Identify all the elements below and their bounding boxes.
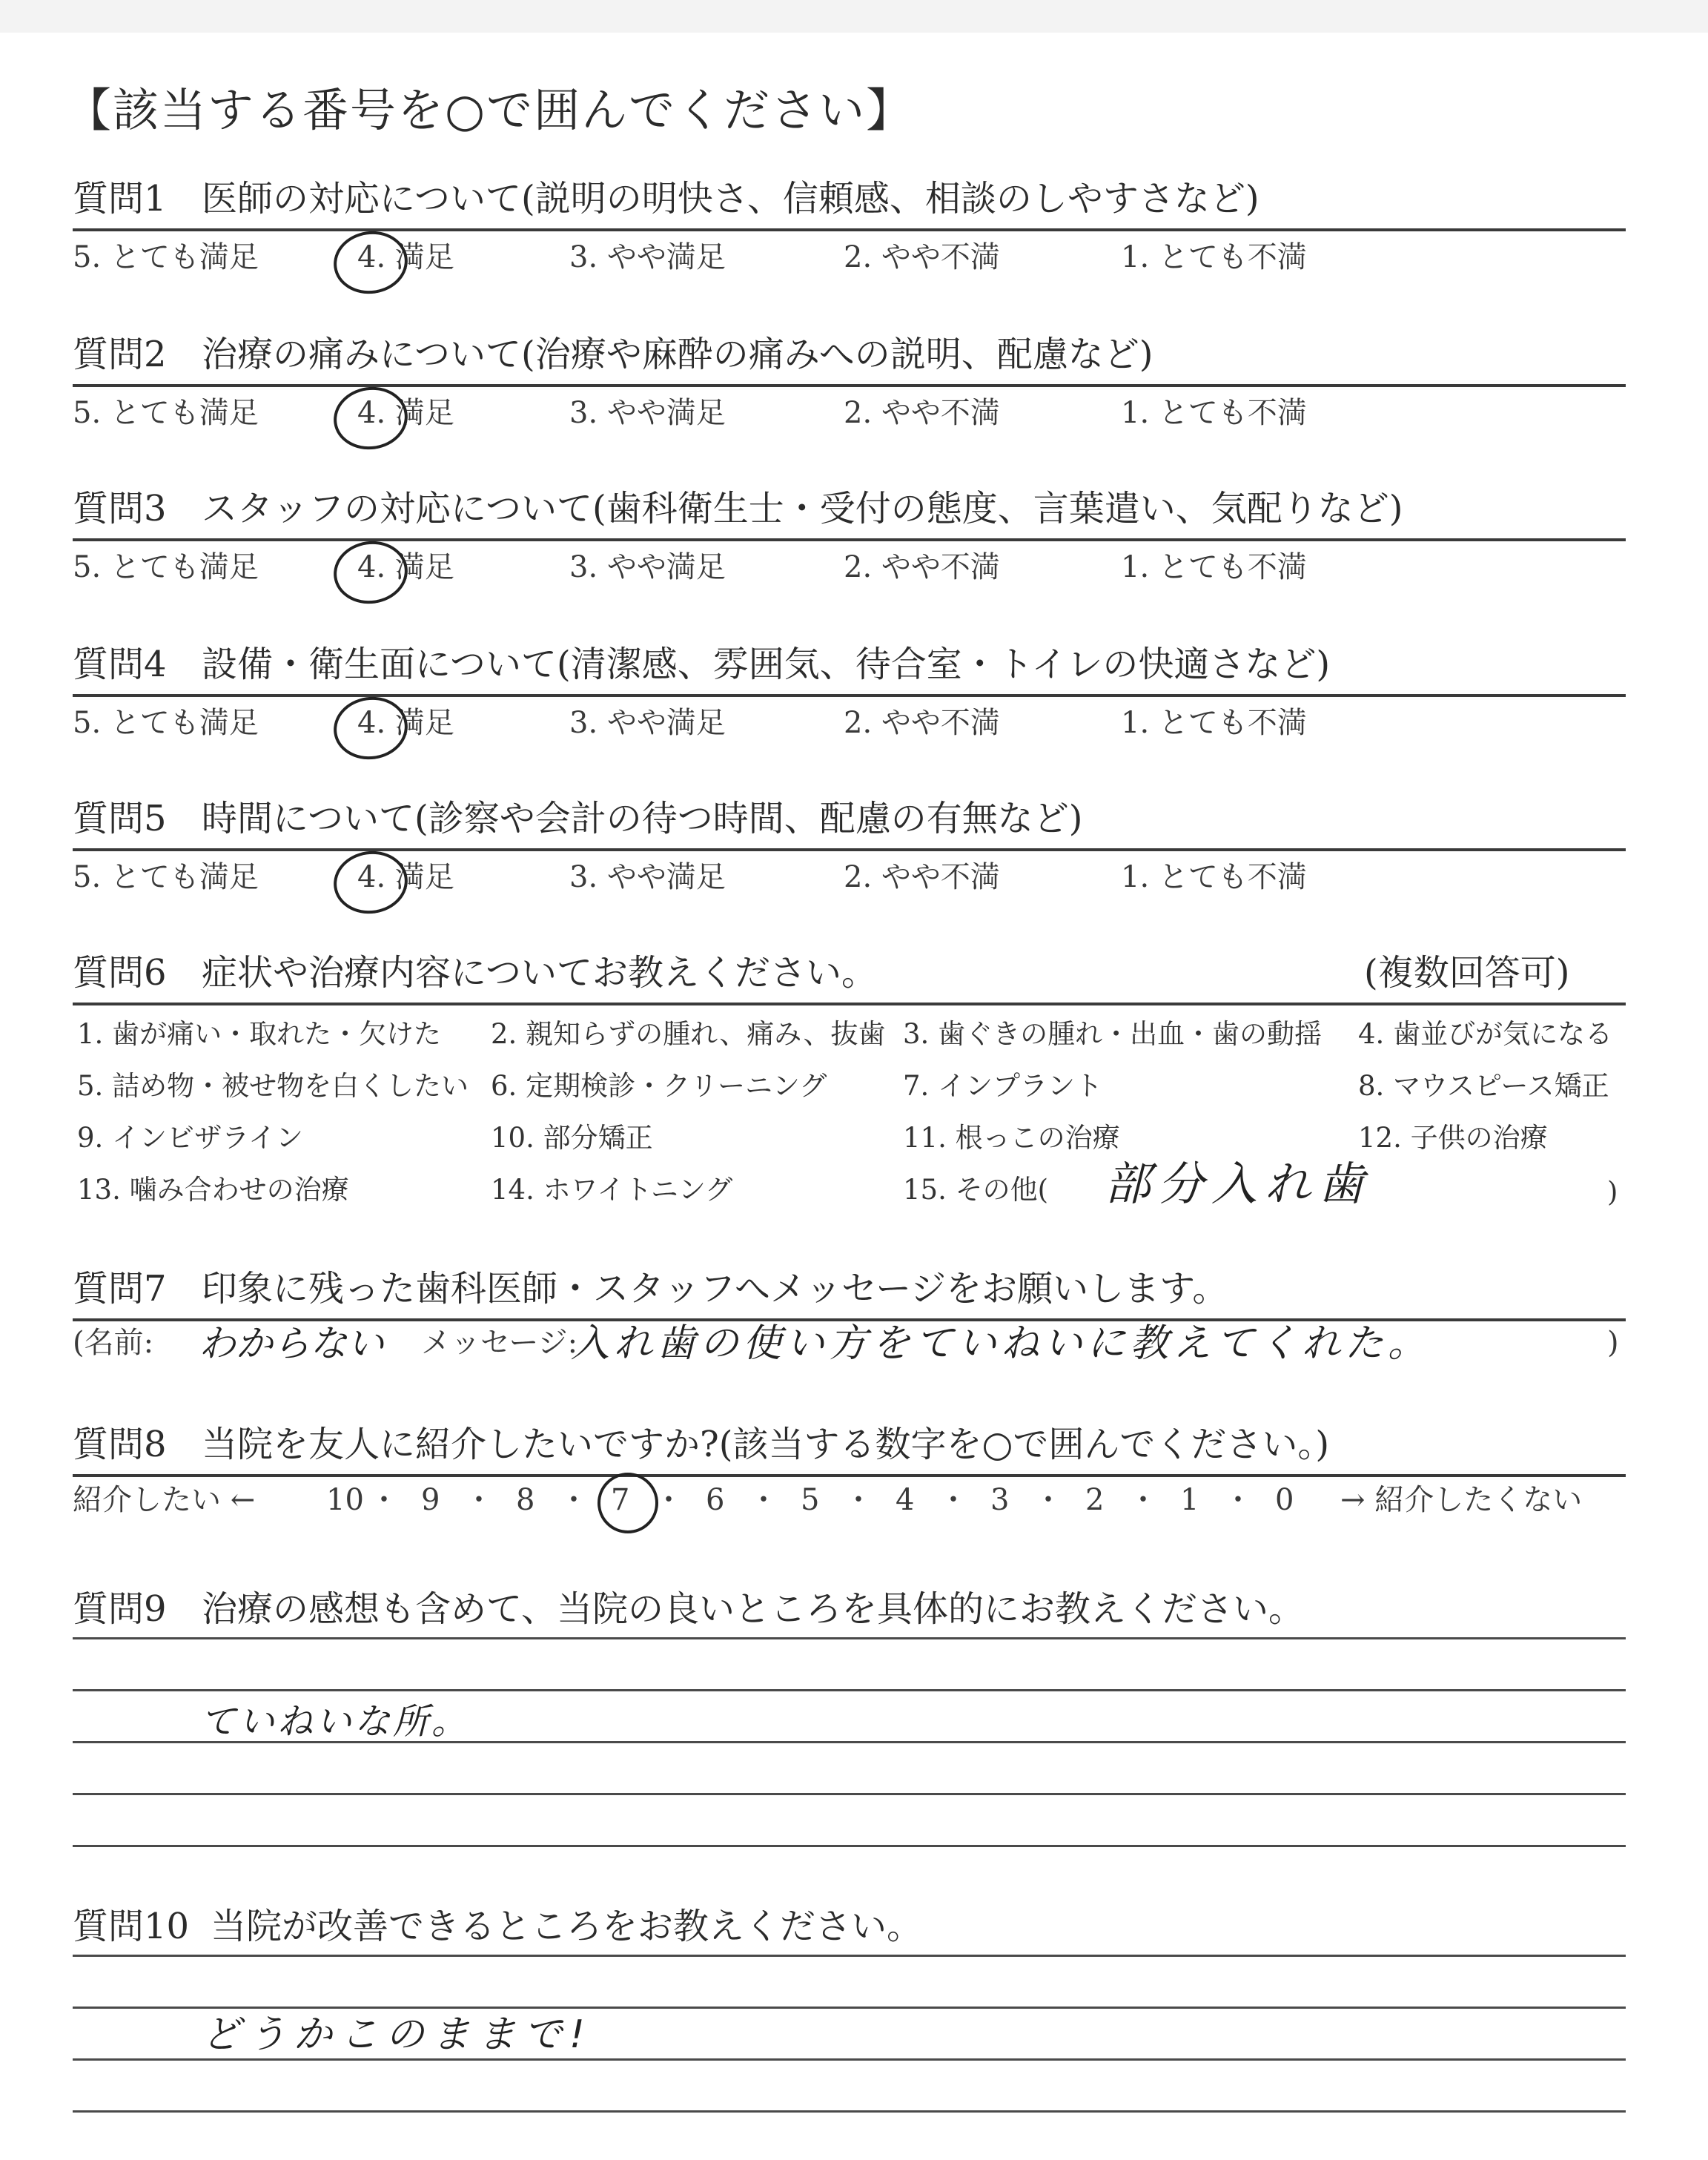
q5-text: 時間について(診察や会計の待つ時間、配慮の有無など)	[202, 798, 1083, 839]
q5-option-4[interactable]: 2. やや不満	[844, 860, 1000, 894]
q9-rule-4	[73, 1793, 1626, 1795]
q8-selection-circle	[598, 1473, 658, 1533]
q1-option-1[interactable]: 5. とても満足	[73, 240, 259, 274]
q3-selection-circle	[330, 536, 412, 608]
q3-option-3[interactable]: 3. やや満足	[569, 550, 726, 584]
q5-option-1[interactable]: 5. とても満足	[73, 860, 259, 894]
q9-rule-1	[73, 1637, 1626, 1639]
q2-option-5[interactable]: 1. とても不満	[1121, 396, 1307, 430]
q8-scale-8[interactable]: 8	[516, 1483, 535, 1517]
q4-rule	[73, 694, 1626, 697]
q3-option-5[interactable]: 1. とても不満	[1121, 550, 1307, 584]
q9-answer-handwritten[interactable]: ていねいな所。	[200, 1701, 471, 1743]
q6-option-2[interactable]: 2. 親知らずの腫れ、痛み、抜歯	[491, 1018, 886, 1050]
q5-option-2[interactable]: 4. 満足	[357, 860, 454, 894]
q7-message-label: メッセージ:	[421, 1326, 578, 1360]
q3-text: スタッフの対応について(歯科衛生士・受付の態度、言葉遣い、気配りなど)	[202, 488, 1403, 529]
q10-rule-1	[73, 1955, 1626, 1957]
q8-scale-6[interactable]: 6	[706, 1483, 725, 1517]
q7-name-label: (名前:	[73, 1326, 154, 1360]
q10-label: 質問10	[73, 1906, 190, 1947]
scan-top-band	[0, 0, 1708, 33]
q6-option-6[interactable]: 6. 定期検診・クリーニング	[491, 1070, 827, 1102]
q5-label: 質問5	[73, 798, 167, 839]
q4-option-2[interactable]: 4. 満足	[357, 706, 454, 740]
q6-option-10[interactable]: 10. 部分矯正	[491, 1122, 653, 1154]
q6-option-3[interactable]: 3. 歯ぐきの腫れ・出血・歯の動揺	[903, 1018, 1323, 1050]
q3-rule	[73, 538, 1626, 541]
q10-text: 当院が改善できるところをお教えください。	[211, 1906, 923, 1947]
q1-option-3[interactable]: 3. やや満足	[569, 240, 726, 274]
q2-selection-circle	[330, 382, 412, 454]
q6-option-9[interactable]: 9. インビザライン	[77, 1122, 303, 1154]
q8-label: 質問8	[73, 1424, 167, 1465]
q7-label: 質問7	[73, 1268, 167, 1309]
q9-label: 質問9	[73, 1588, 167, 1630]
q3-label: 質問3	[73, 488, 167, 529]
q8-separator-5: ・	[749, 1483, 778, 1517]
q8-left-label: 紹介したい ←	[73, 1483, 256, 1517]
q8-separator-6: ・	[844, 1483, 873, 1517]
q4-option-3[interactable]: 3. やや満足	[569, 706, 726, 740]
q6-option-5[interactable]: 5. 詰め物・被せ物を白くしたい	[77, 1070, 469, 1102]
q8-scale-0[interactable]: 0	[1275, 1483, 1294, 1517]
q2-option-4[interactable]: 2. やや不満	[844, 396, 1000, 430]
q8-separator-3: ・	[559, 1483, 589, 1517]
q1-option-4[interactable]: 2. やや不満	[844, 240, 1000, 274]
q6-label: 質問6	[73, 952, 167, 994]
q8-separator-8: ・	[1033, 1483, 1063, 1517]
q10-rule-2	[73, 2007, 1626, 2009]
q4-text: 設備・衛生面について(清潔感、雰囲気、待合室・トイレの快適さなど)	[202, 644, 1331, 685]
q6-option-13[interactable]: 13. 噛み合わせの治療	[77, 1174, 349, 1206]
q1-text: 医師の対応について(説明の明快さ、信頼感、相談のしやすさなど)	[202, 178, 1260, 219]
q6-option-4[interactable]: 4. 歯並びが気になる	[1358, 1018, 1613, 1050]
q4-option-1[interactable]: 5. とても満足	[73, 706, 259, 740]
q6-option-15[interactable]: 15. その他(	[903, 1174, 1049, 1206]
q6-option-12[interactable]: 12. 子供の治療	[1358, 1122, 1548, 1154]
q8-rule	[73, 1474, 1626, 1477]
q3-option-4[interactable]: 2. やや不満	[844, 550, 1000, 584]
q4-option-4[interactable]: 2. やや不満	[844, 706, 1000, 740]
q2-option-1[interactable]: 5. とても満足	[73, 396, 259, 430]
q2-option-3[interactable]: 3. やや満足	[569, 396, 726, 430]
q10-answer-handwritten[interactable]: どうかこのままで!	[202, 2012, 592, 2057]
q9-text: 治療の感想も含めて、当院の良いところを具体的にお教えください。	[202, 1588, 1305, 1630]
q1-option-2[interactable]: 4. 満足	[357, 240, 454, 274]
q7-name-handwritten[interactable]: わからない	[199, 1322, 384, 1365]
q8-scale-4[interactable]: 4	[896, 1483, 915, 1517]
q10-rule-3	[73, 2058, 1626, 2061]
q8-separator-9: ・	[1128, 1483, 1158, 1517]
q8-scale-7[interactable]: 7	[611, 1483, 630, 1517]
q1-rule	[73, 228, 1626, 231]
q3-option-1[interactable]: 5. とても満足	[73, 550, 259, 584]
q8-scale-10[interactable]: 10	[326, 1483, 364, 1517]
q8-text: 当院を友人に紹介したいですか?(該当する数字を○で囲んでください。)	[202, 1424, 1330, 1465]
q10-rule-4	[73, 2110, 1626, 2113]
q8-scale-2[interactable]: 2	[1085, 1483, 1105, 1517]
q1-selection-circle	[330, 226, 412, 298]
q2-text: 治療の痛みについて(治療や麻酔の痛みへの説明、配慮など)	[202, 334, 1153, 375]
q6-note: (複数回答可)	[1364, 952, 1570, 994]
q4-selection-circle	[330, 692, 412, 764]
q8-scale-9[interactable]: 9	[421, 1483, 440, 1517]
q5-option-3[interactable]: 3. やや満足	[569, 860, 726, 894]
q8-separator-2: ・	[464, 1483, 494, 1517]
q8-separator-1: ・	[369, 1483, 399, 1517]
q5-option-5[interactable]: 1. とても不満	[1121, 860, 1307, 894]
page-title: 【該当する番号を○で囲んでください】	[65, 83, 914, 137]
q6-other-handwritten[interactable]: 部分入れ歯	[1105, 1157, 1372, 1211]
q6-option-1[interactable]: 1. 歯が痛い・取れた・欠けた	[77, 1018, 442, 1050]
q8-separator-10: ・	[1223, 1483, 1253, 1517]
q3-option-2[interactable]: 4. 満足	[357, 550, 454, 584]
q8-scale-1[interactable]: 1	[1180, 1483, 1199, 1517]
q7-message-handwritten[interactable]: 入れ歯の使い方をていねいに教えてくれた。	[571, 1321, 1431, 1366]
q8-right-label: → 紹介したくない	[1340, 1483, 1583, 1517]
q8-scale-5[interactable]: 5	[801, 1483, 820, 1517]
q1-option-5[interactable]: 1. とても不満	[1121, 240, 1307, 274]
q5-rule	[73, 848, 1626, 851]
q4-label: 質問4	[73, 644, 167, 685]
q9-rule-2	[73, 1689, 1626, 1691]
q6-option-7[interactable]: 7. インプラント	[903, 1070, 1103, 1102]
q2-label: 質問2	[73, 334, 167, 375]
q1-label: 質問1	[73, 178, 167, 219]
q6-option-14[interactable]: 14. ホワイトニング	[491, 1174, 733, 1206]
q9-rule-5	[73, 1845, 1626, 1847]
q8-separator-4: ・	[654, 1483, 683, 1517]
q6-text: 症状や治療内容についてお教えください。	[202, 952, 878, 994]
q6-option-11[interactable]: 11. 根っこの治療	[903, 1122, 1120, 1154]
q6-other-close: )	[1607, 1176, 1618, 1208]
q4-option-5[interactable]: 1. とても不満	[1121, 706, 1307, 740]
q7-text: 印象に残った歯科医師・スタッフへメッセージをお願いします。	[202, 1268, 1228, 1309]
q2-rule	[73, 384, 1626, 387]
q5-selection-circle	[330, 846, 412, 918]
q6-option-8[interactable]: 8. マウスピース矯正	[1358, 1070, 1609, 1102]
q8-scale-3[interactable]: 3	[990, 1483, 1010, 1517]
q8-separator-7: ・	[939, 1483, 968, 1517]
q7-close: )	[1607, 1326, 1619, 1360]
q2-option-2[interactable]: 4. 満足	[357, 396, 454, 430]
q6-rule	[73, 1003, 1626, 1005]
